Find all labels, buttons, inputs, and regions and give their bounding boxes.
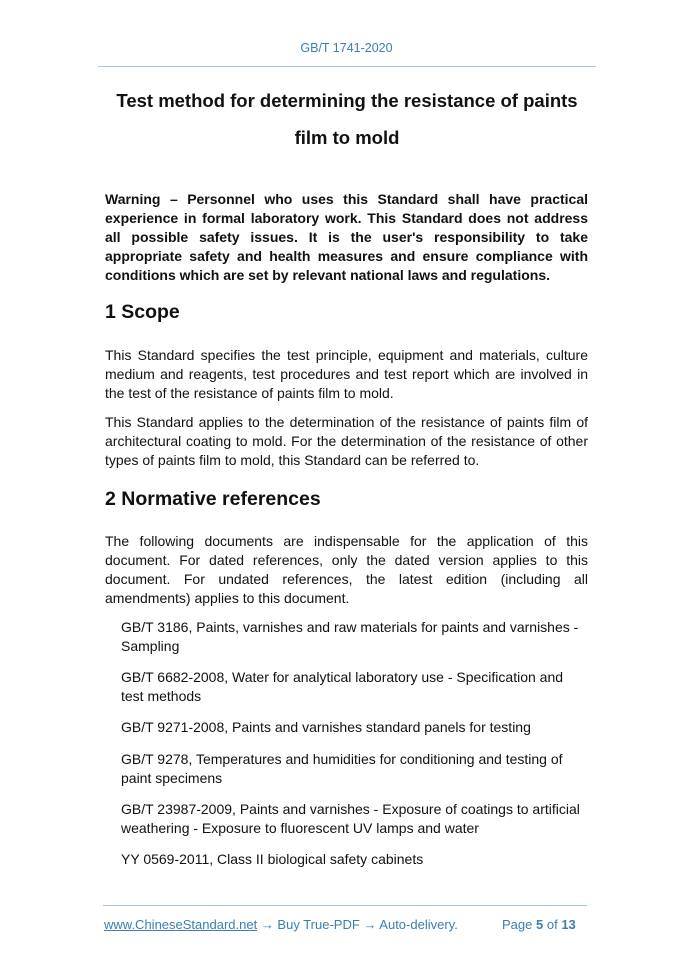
warning-paragraph: Warning – Personnel who uses this Standard shall have practical experience in formal laboratory work. This Standard does not address all possible safety issues. It is the user's responsibility to take appropriate safety and health measures and ensure compliance with conditions which are set by relevant national laws and regulations. bbox=[105, 191, 588, 283]
normative-references-intro: The following documents are indispensable for the application of this document. For dated references, only the dated version applies to this document. For undated references, the latest edition (including all amendments) applies to this document. bbox=[105, 533, 588, 606]
chinesestandard-link[interactable]: www.ChineseStandard.net bbox=[104, 917, 258, 932]
section-heading-normative-references: 2 Normative references bbox=[105, 488, 321, 510]
reference-item: GB/T 9271-2008, Paints and varnishes standard panels for testing bbox=[121, 719, 531, 735]
page-label: Page bbox=[502, 917, 533, 932]
scope-paragraph-2: This Standard applies to the determination of the resistance of paints film of architectural coating to mold. For the determination of the resistance of other types of paints film to mold, this Standard can be referred to. bbox=[105, 414, 588, 468]
reference-item: GB/T 6682-2008, Water for analytical laboratory use - Specification and test methods bbox=[121, 669, 564, 704]
of-label: of bbox=[546, 917, 558, 932]
document-id-header: GB/T 1741-2020 bbox=[300, 41, 393, 55]
reference-item: YY 0569-2011, Class II biological safety cabinets bbox=[121, 851, 424, 867]
document-title-line-2: film to mold bbox=[294, 127, 400, 148]
footer-promo bbox=[104, 917, 458, 932]
section-heading-scope: 1 Scope bbox=[105, 301, 180, 323]
scope-paragraph-1: This Standard specifies the test principle, equipment and materials, culture medium and reagents, test procedures and test report which are involved in the test of the resistance of paints film to mold. bbox=[105, 347, 588, 401]
reference-item: GB/T 9278, Temperatures and humidities for conditioning and testing of paint specimens bbox=[121, 751, 563, 786]
reference-item: GB/T 3186, Paints, varnishes and raw materials for paints and varnishes - Sampling bbox=[121, 619, 579, 654]
reference-item: GB/T 23987-2009, Paints and varnishes - Exposure of coatings to artificial weathering - Exposure to fluorescent UV lamps and water bbox=[121, 801, 580, 836]
header-divider bbox=[98, 66, 596, 67]
page-indicator bbox=[502, 917, 576, 932]
footer-divider bbox=[103, 905, 587, 906]
footer-tagline: → Buy True-PDF → Auto-delivery. bbox=[257, 917, 458, 932]
document-title-line-1: Test method for determining the resistance of paints bbox=[116, 90, 578, 111]
page-number: 5 bbox=[536, 917, 544, 932]
total-pages: 13 bbox=[561, 917, 576, 932]
